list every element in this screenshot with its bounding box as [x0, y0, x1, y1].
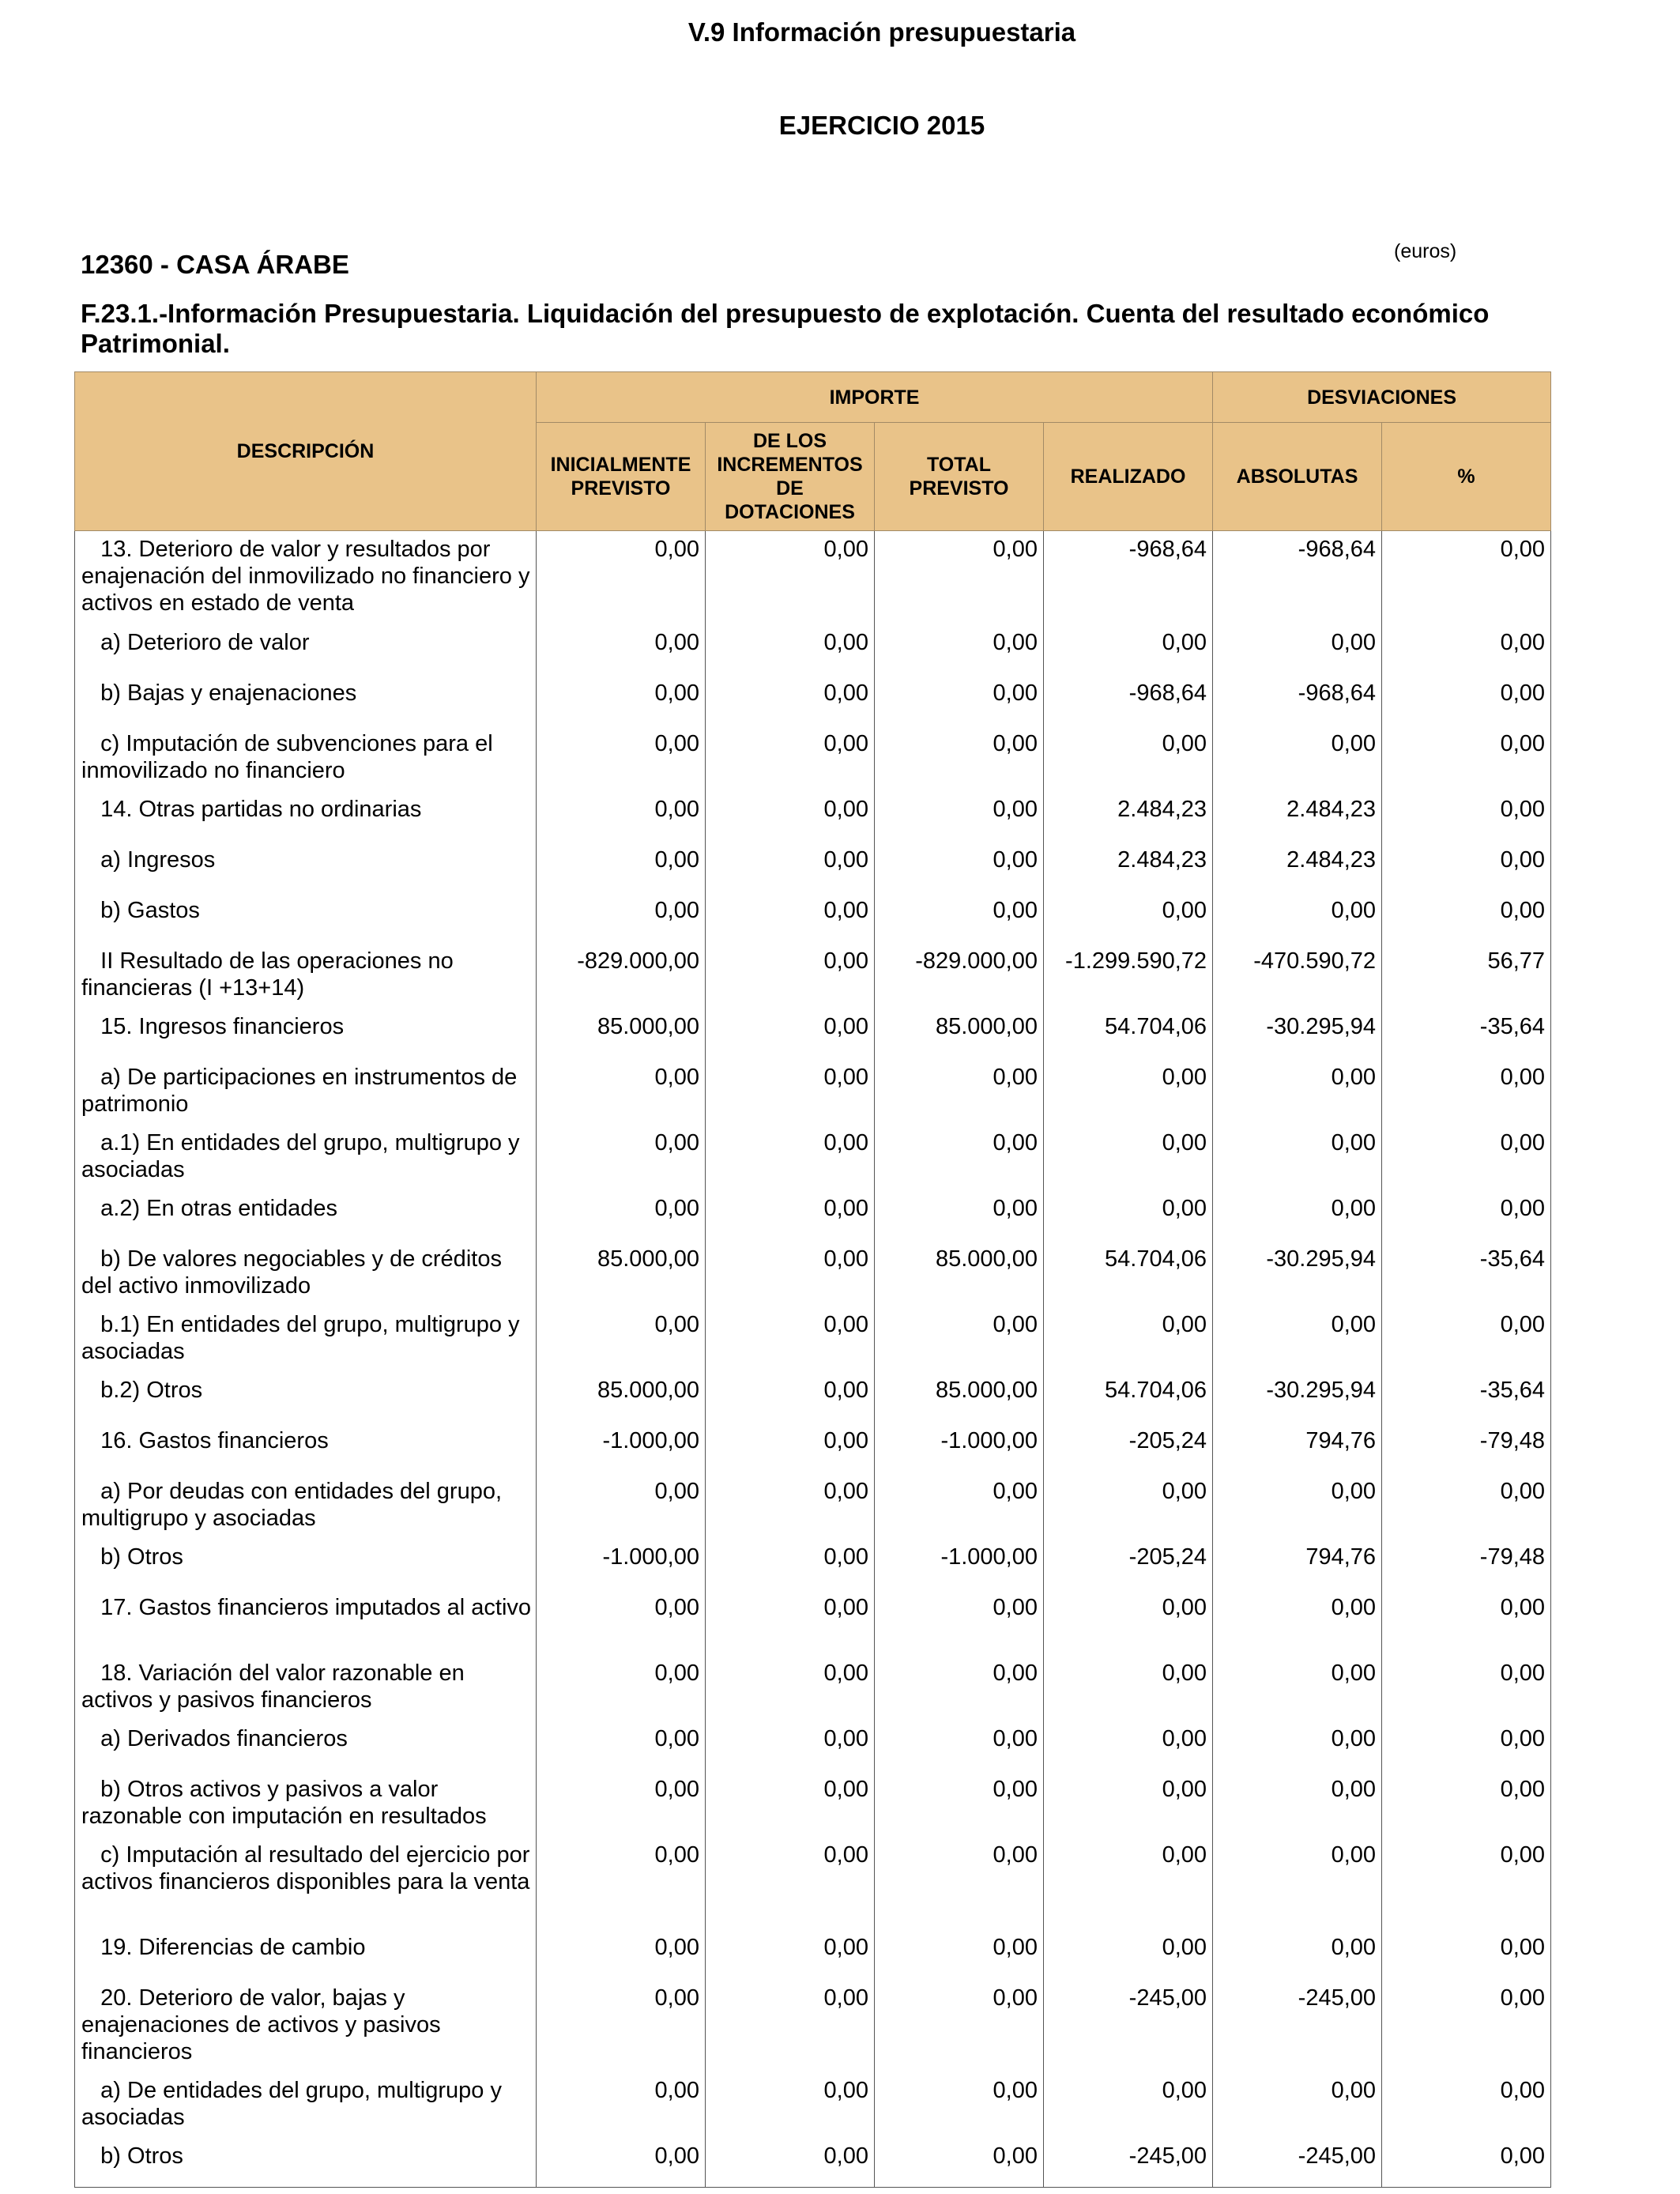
row-description: a) Derivados financieros — [75, 1721, 537, 1771]
cell-inc: 0,00 — [706, 1929, 875, 1980]
table-row — [75, 1539, 1551, 1589]
cell-inc: 0,00 — [706, 791, 875, 842]
cell-abs: 0,00 — [1213, 1771, 1382, 1837]
cell-real: 0,00 — [1044, 624, 1213, 675]
row-description: 16. Gastos financieros — [75, 1423, 537, 1473]
cell-real: 0,00 — [1044, 1721, 1213, 1771]
row-description: 14. Otras partidas no ordinarias — [75, 791, 537, 842]
cell-ip: 85.000,00 — [537, 1241, 706, 1306]
row-description: 20. Deterioro de valor, bajas y enajenaciones de activos y pasivos financieros — [75, 1980, 537, 2072]
budget-table-body — [75, 531, 1551, 2188]
cell-real: -1.299.590,72 — [1044, 943, 1213, 1008]
cell-real: 2.484,23 — [1044, 791, 1213, 842]
cell-abs: 0,00 — [1213, 1125, 1382, 1190]
cell-inc: 0,00 — [706, 1125, 875, 1190]
cell-pct: 0,00 — [1382, 1837, 1551, 1929]
row-description: 17. Gastos financieros imputados al activo — [75, 1589, 537, 1655]
cell-ip: 0,00 — [537, 1771, 706, 1837]
cell-inc: 0,00 — [706, 1306, 875, 1372]
table-row — [75, 726, 1551, 791]
budget-table — [74, 371, 1551, 2188]
cell-abs: 0,00 — [1213, 1473, 1382, 1539]
cell-pct: 0,00 — [1382, 2072, 1551, 2138]
header-incrementos: DE LOS INCREMENTOS DE DOTACIONES — [706, 423, 875, 531]
cell-abs: 0,00 — [1213, 1837, 1382, 1929]
cell-pct: 0,00 — [1382, 1929, 1551, 1980]
row-description: b.2) Otros — [75, 1372, 537, 1423]
cell-ip: 0,00 — [537, 791, 706, 842]
row-description: 18. Variación del valor razonable en activos y pasivos financieros — [75, 1655, 537, 1721]
cell-abs: -968,64 — [1213, 675, 1382, 726]
cell-inc: 0,00 — [706, 1721, 875, 1771]
cell-tp: 0,00 — [875, 892, 1044, 943]
cell-abs: 2.484,23 — [1213, 791, 1382, 842]
row-description: a) Ingresos — [75, 842, 537, 892]
table-row — [75, 1929, 1551, 1980]
row-description: II Resultado de las operaciones no financieras (I +13+14) — [75, 943, 537, 1008]
table-row — [75, 1008, 1551, 1059]
cell-ip: 0,00 — [537, 1125, 706, 1190]
row-description: 19. Diferencias de cambio — [75, 1929, 537, 1980]
cell-abs: 2.484,23 — [1213, 842, 1382, 892]
cell-real: 54.704,06 — [1044, 1241, 1213, 1306]
table-row — [75, 1589, 1551, 1655]
cell-inc: 0,00 — [706, 675, 875, 726]
cell-abs: 0,00 — [1213, 1721, 1382, 1771]
cell-real: 54.704,06 — [1044, 1008, 1213, 1059]
cell-pct: 0,00 — [1382, 726, 1551, 791]
table-row — [75, 1241, 1551, 1306]
row-description: 13. Deterioro de valor y resultados por enajenación del inmovilizado no financiero y activos en estado de venta — [75, 531, 537, 624]
cell-abs: 0,00 — [1213, 1929, 1382, 1980]
row-description: b) Otros activos y pasivos a valor razonable con imputación en resultados — [75, 1771, 537, 1837]
cell-real: 0,00 — [1044, 892, 1213, 943]
cell-tp: 0,00 — [875, 842, 1044, 892]
cell-pct: 0,00 — [1382, 1306, 1551, 1372]
table-row — [75, 943, 1551, 1008]
row-description: b) De valores negociables y de créditos del activo inmovilizado — [75, 1241, 537, 1306]
cell-abs: 0,00 — [1213, 892, 1382, 943]
table-row — [75, 842, 1551, 892]
cell-inc: 0,00 — [706, 2072, 875, 2138]
cell-ip: 85.000,00 — [537, 1372, 706, 1423]
cell-ip: 0,00 — [537, 2138, 706, 2188]
cell-abs: 0,00 — [1213, 1589, 1382, 1655]
cell-real: 0,00 — [1044, 1837, 1213, 1929]
cell-tp: 0,00 — [875, 1655, 1044, 1721]
cell-abs: 0,00 — [1213, 624, 1382, 675]
cell-abs: 0,00 — [1213, 2072, 1382, 2138]
cell-pct: -35,64 — [1382, 1372, 1551, 1423]
cell-pct: -79,48 — [1382, 1423, 1551, 1473]
cell-inc: 0,00 — [706, 1837, 875, 1929]
cell-ip: 0,00 — [537, 842, 706, 892]
cell-pct: -35,64 — [1382, 1241, 1551, 1306]
cell-tp: 0,00 — [875, 1721, 1044, 1771]
cell-inc: 0,00 — [706, 1423, 875, 1473]
cell-abs: 794,76 — [1213, 1539, 1382, 1589]
cell-real: 0,00 — [1044, 2072, 1213, 2138]
cell-real: -205,24 — [1044, 1539, 1213, 1589]
cell-real: 0,00 — [1044, 1929, 1213, 1980]
cell-abs: 0,00 — [1213, 1059, 1382, 1125]
table-row — [75, 1125, 1551, 1190]
cell-ip: 85.000,00 — [537, 1008, 706, 1059]
cell-abs: 0,00 — [1213, 1190, 1382, 1241]
cell-tp: 85.000,00 — [875, 1008, 1044, 1059]
table-row — [75, 624, 1551, 675]
cell-ip: 0,00 — [537, 1655, 706, 1721]
cell-ip: 0,00 — [537, 1980, 706, 2072]
cell-tp: 0,00 — [875, 2138, 1044, 2188]
cell-tp: 0,00 — [875, 1059, 1044, 1125]
cell-pct: 0,00 — [1382, 791, 1551, 842]
currency-units: (euros) — [1394, 240, 1457, 262]
row-description: a.1) En entidades del grupo, multigrupo y asociadas — [75, 1125, 537, 1190]
cell-real: 0,00 — [1044, 1589, 1213, 1655]
table-row — [75, 2072, 1551, 2138]
header-desviaciones: DESVIACIONES — [1213, 372, 1551, 423]
entity-name: 12360 - CASA ÁRABE — [81, 250, 349, 279]
cell-tp: 0,00 — [875, 1980, 1044, 2072]
table-row — [75, 1059, 1551, 1125]
cell-tp: 0,00 — [875, 624, 1044, 675]
cell-real: 54.704,06 — [1044, 1372, 1213, 1423]
cell-real: -245,00 — [1044, 2138, 1213, 2188]
cell-ip: 0,00 — [537, 2072, 706, 2138]
row-description: b) Otros — [75, 1539, 537, 1589]
cell-ip: 0,00 — [537, 1589, 706, 1655]
cell-pct: 0,00 — [1382, 1589, 1551, 1655]
cell-tp: 0,00 — [875, 531, 1044, 624]
cell-abs: -470.590,72 — [1213, 943, 1382, 1008]
cell-pct: 0,00 — [1382, 1190, 1551, 1241]
cell-inc: 0,00 — [706, 1241, 875, 1306]
cell-ip: 0,00 — [537, 1473, 706, 1539]
row-description: b.1) En entidades del grupo, multigrupo y asociadas — [75, 1306, 537, 1372]
row-description: a) De participaciones en instrumentos de patrimonio — [75, 1059, 537, 1125]
cell-tp: -1.000,00 — [875, 1423, 1044, 1473]
table-row — [75, 1721, 1551, 1771]
cell-real: -245,00 — [1044, 1980, 1213, 2072]
cell-pct: -79,48 — [1382, 1539, 1551, 1589]
row-description: a) Deterioro de valor — [75, 624, 537, 675]
cell-inc: 0,00 — [706, 1771, 875, 1837]
cell-inc: 0,00 — [706, 943, 875, 1008]
cell-tp: 0,00 — [875, 1837, 1044, 1929]
cell-inc: 0,00 — [706, 1980, 875, 2072]
cell-pct: 0,00 — [1382, 1771, 1551, 1837]
row-description: a.2) En otras entidades — [75, 1190, 537, 1241]
cell-pct: 0,00 — [1382, 1473, 1551, 1539]
table-row — [75, 791, 1551, 842]
cell-tp: 0,00 — [875, 1589, 1044, 1655]
table-row — [75, 1837, 1551, 1929]
cell-ip: 0,00 — [537, 1929, 706, 1980]
cell-ip: -829.000,00 — [537, 943, 706, 1008]
cell-pct: 0,00 — [1382, 892, 1551, 943]
header-inicialmente-previsto: INICIALMENTE PREVISTO — [537, 423, 706, 531]
cell-real: -968,64 — [1044, 531, 1213, 624]
cell-tp: 0,00 — [875, 1306, 1044, 1372]
cell-pct: 0,00 — [1382, 531, 1551, 624]
header-descripcion: DESCRIPCIÓN — [75, 372, 537, 531]
cell-inc: 0,00 — [706, 1473, 875, 1539]
cell-inc: 0,00 — [706, 1539, 875, 1589]
cell-ip: 0,00 — [537, 1059, 706, 1125]
row-description: 15. Ingresos financieros — [75, 1008, 537, 1059]
table-row — [75, 1655, 1551, 1721]
cell-abs: 0,00 — [1213, 726, 1382, 791]
cell-tp: 0,00 — [875, 1125, 1044, 1190]
report-title: F.23.1.-Información Presupuestaria. Liquidación del presupuesto de explotación. Cuenta del resultado económico Patrimonial. — [81, 299, 1490, 358]
cell-ip: 0,00 — [537, 624, 706, 675]
header-absolutas: ABSOLUTAS — [1213, 423, 1382, 531]
cell-tp: 0,00 — [875, 2072, 1044, 2138]
cell-ip: 0,00 — [537, 531, 706, 624]
cell-ip: 0,00 — [537, 892, 706, 943]
cell-real: 0,00 — [1044, 1306, 1213, 1372]
cell-real: 0,00 — [1044, 1771, 1213, 1837]
cell-abs: -245,00 — [1213, 2138, 1382, 2188]
table-row — [75, 1771, 1551, 1837]
cell-inc: 0,00 — [706, 1655, 875, 1721]
cell-tp: 0,00 — [875, 791, 1044, 842]
row-description: c) Imputación al resultado del ejercicio por activos financieros disponibles para la venta — [75, 1837, 537, 1929]
cell-ip: -1.000,00 — [537, 1423, 706, 1473]
table-row — [75, 892, 1551, 943]
cell-tp: 0,00 — [875, 675, 1044, 726]
cell-abs: -968,64 — [1213, 531, 1382, 624]
cell-inc: 0,00 — [706, 1190, 875, 1241]
cell-ip: 0,00 — [537, 675, 706, 726]
cell-tp: 0,00 — [875, 1771, 1044, 1837]
table-row — [75, 2138, 1551, 2188]
cell-real: -205,24 — [1044, 1423, 1213, 1473]
cell-real: 0,00 — [1044, 726, 1213, 791]
cell-abs: -30.295,94 — [1213, 1241, 1382, 1306]
cell-abs: 794,76 — [1213, 1423, 1382, 1473]
table-row — [75, 1372, 1551, 1423]
row-description: b) Otros — [75, 2138, 537, 2188]
table-row — [75, 1423, 1551, 1473]
cell-real: 2.484,23 — [1044, 842, 1213, 892]
cell-inc: 0,00 — [706, 531, 875, 624]
table-row — [75, 675, 1551, 726]
cell-pct: 0,00 — [1382, 624, 1551, 675]
cell-tp: 0,00 — [875, 1473, 1044, 1539]
cell-ip: 0,00 — [537, 1721, 706, 1771]
cell-real: 0,00 — [1044, 1059, 1213, 1125]
row-description: a) De entidades del grupo, multigrupo y asociadas — [75, 2072, 537, 2138]
cell-tp: 0,00 — [875, 726, 1044, 791]
row-description: b) Gastos — [75, 892, 537, 943]
row-description: a) Por deudas con entidades del grupo, multigrupo y asociadas — [75, 1473, 537, 1539]
cell-inc: 0,00 — [706, 624, 875, 675]
cell-abs: 0,00 — [1213, 1306, 1382, 1372]
cell-ip: 0,00 — [537, 1837, 706, 1929]
section-title: V.9 Información presupuestaria — [687, 17, 1076, 47]
cell-abs: -245,00 — [1213, 1980, 1382, 2072]
table-row — [75, 1473, 1551, 1539]
cell-pct: 0,00 — [1382, 842, 1551, 892]
cell-inc: 0,00 — [706, 842, 875, 892]
cell-real: 0,00 — [1044, 1125, 1213, 1190]
cell-inc: 0,00 — [706, 1008, 875, 1059]
header-importe: IMPORTE — [537, 372, 1213, 423]
cell-abs: -30.295,94 — [1213, 1008, 1382, 1059]
cell-inc: 0,00 — [706, 1059, 875, 1125]
cell-pct: 0,00 — [1382, 1721, 1551, 1771]
cell-tp: 85.000,00 — [875, 1241, 1044, 1306]
header-total-previsto: TOTAL PREVISTO — [875, 423, 1044, 531]
cell-inc: 0,00 — [706, 892, 875, 943]
cell-ip: 0,00 — [537, 1306, 706, 1372]
cell-pct: 0,00 — [1382, 1655, 1551, 1721]
header-porcentaje: % — [1382, 423, 1551, 531]
cell-ip: 0,00 — [537, 1190, 706, 1241]
table-row — [75, 531, 1551, 624]
cell-inc: 0,00 — [706, 1589, 875, 1655]
cell-abs: -30.295,94 — [1213, 1372, 1382, 1423]
cell-pct: -35,64 — [1382, 1008, 1551, 1059]
cell-tp: 85.000,00 — [875, 1372, 1044, 1423]
fiscal-year-heading: EJERCICIO 2015 — [778, 111, 985, 140]
cell-abs: 0,00 — [1213, 1655, 1382, 1721]
cell-inc: 0,00 — [706, 1372, 875, 1423]
cell-pct: 0,00 — [1382, 1980, 1551, 2072]
table-row — [75, 1190, 1551, 1241]
cell-tp: -1.000,00 — [875, 1539, 1044, 1589]
cell-real: -968,64 — [1044, 675, 1213, 726]
table-row — [75, 1306, 1551, 1372]
row-description: b) Bajas y enajenaciones — [75, 675, 537, 726]
cell-pct: 0,00 — [1382, 675, 1551, 726]
cell-real: 0,00 — [1044, 1190, 1213, 1241]
cell-tp: 0,00 — [875, 1929, 1044, 1980]
cell-ip: 0,00 — [537, 726, 706, 791]
cell-pct: 0,00 — [1382, 2138, 1551, 2188]
row-description: c) Imputación de subvenciones para el inmovilizado no financiero — [75, 726, 537, 791]
cell-real: 0,00 — [1044, 1655, 1213, 1721]
cell-ip: -1.000,00 — [537, 1539, 706, 1589]
cell-inc: 0,00 — [706, 726, 875, 791]
cell-real: 0,00 — [1044, 1473, 1213, 1539]
header-realizado: REALIZADO — [1044, 423, 1213, 531]
cell-tp: -829.000,00 — [875, 943, 1044, 1008]
cell-pct: 0,00 — [1382, 1125, 1551, 1190]
cell-tp: 0,00 — [875, 1190, 1044, 1241]
table-row — [75, 1980, 1551, 2072]
cell-pct: 56,77 — [1382, 943, 1551, 1008]
cell-pct: 0,00 — [1382, 1059, 1551, 1125]
cell-inc: 0,00 — [706, 2138, 875, 2188]
